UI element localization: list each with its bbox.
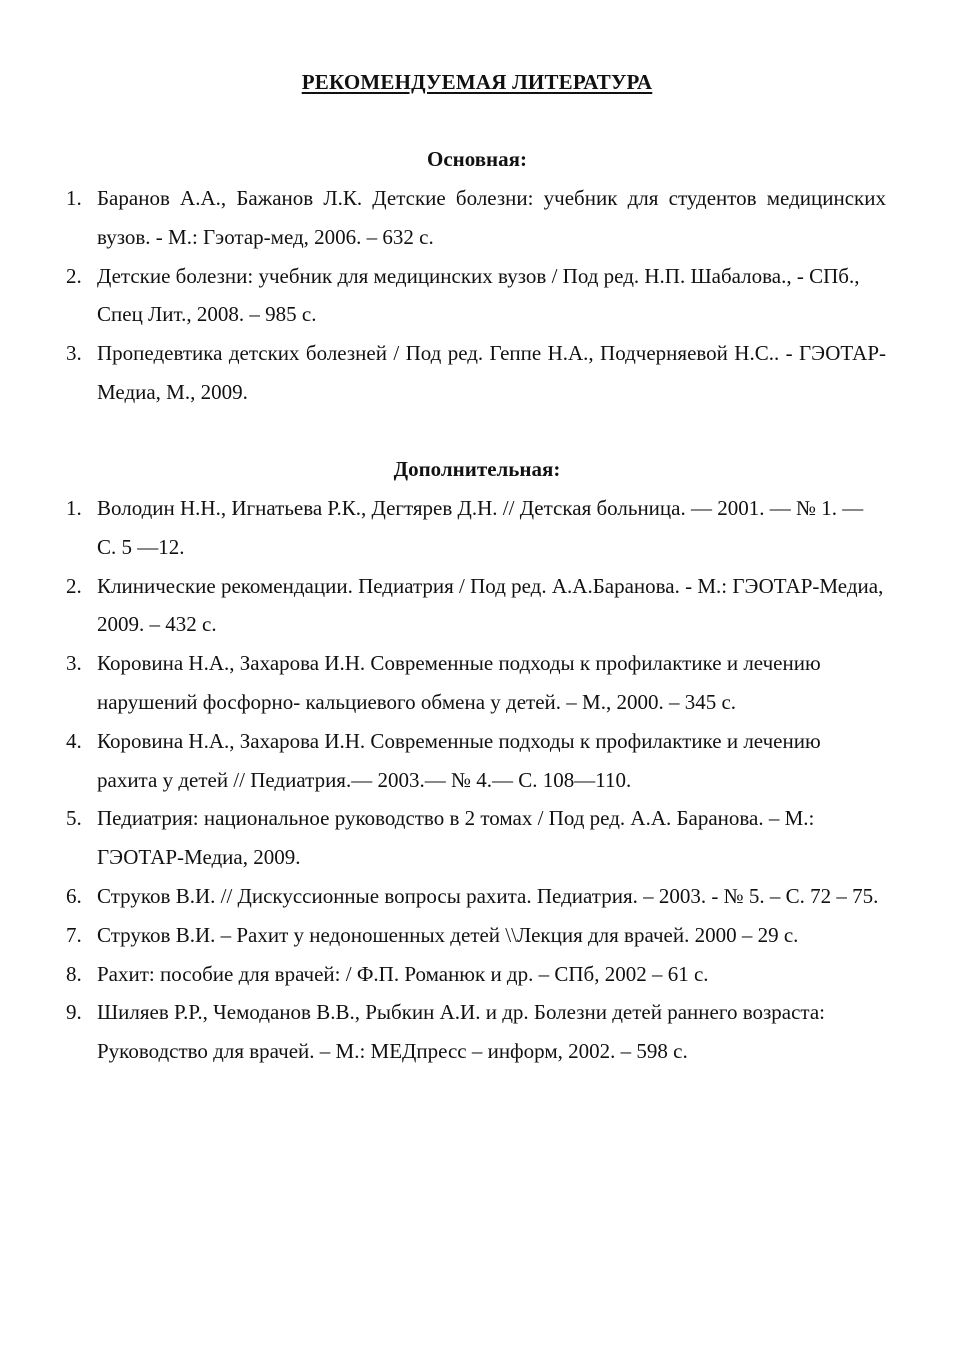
page-title: РЕКОМЕНДУЕМАЯ ЛИТЕРАТУРА bbox=[301, 70, 653, 94]
list-item bbox=[0, 257, 886, 335]
item-number: 8. bbox=[66, 961, 82, 986]
item-number: 7. bbox=[66, 922, 82, 947]
item-number: 1. bbox=[66, 186, 82, 210]
reference-list-additional bbox=[0, 489, 886, 1071]
item-text: Шиляев Р.Р., Чемоданов В.В., Рыбкин А.И. и др. Болезни детей раннего возраста: Руководство для врачей. – М.: МЕДпресс – информ, 2002. – 598 с. bbox=[97, 1000, 825, 1064]
item-number: 3. bbox=[66, 651, 82, 676]
list-item bbox=[0, 567, 886, 645]
item-text: Коровина Н.А., Захарова И.Н. Современные подходы к профилактике и лечению нарушений фосфорно- кальциевого обмена у детей. – М., 2000. – 345 с. bbox=[97, 651, 821, 714]
list-item bbox=[0, 993, 886, 1071]
item-number: 1. bbox=[66, 496, 82, 520]
item-number: 9. bbox=[66, 1000, 82, 1025]
item-text: Струков В.И. // Дискуссионные вопросы рахита. Педиатрия. – 2003. - № 5. – С. 72 – 75. bbox=[97, 883, 879, 908]
list-item bbox=[0, 179, 886, 257]
item-text: Баранов А.А., Бажанов Л.К. Детские болезни: учебник для студентов медицинских вузов. - М.: Гэотар-мед, 2006. – 632 с. bbox=[97, 186, 886, 249]
list-item bbox=[0, 955, 886, 994]
list-item bbox=[0, 799, 886, 877]
item-text: Коровина Н.А., Захарова И.Н. Современные подходы к профилактике и лечению рахита у детей // Педиатрия.— 2003.— № 4.— С. 108—110. bbox=[97, 728, 821, 792]
item-text: Клинические рекомендации. Педиатрия / Под ред. А.А.Баранова. - М.: ГЭОТАР-Медиа, 2009. – 432 с. bbox=[97, 573, 884, 637]
list-item bbox=[0, 489, 886, 567]
item-text: Детские болезни: учебник для медицинских вузов / Под ред. Н.П. Шабалова., - СПб., Спец Лит., 2008. – 985 с. bbox=[97, 263, 860, 327]
list-item bbox=[0, 334, 886, 412]
item-text: Струков В.И. – Рахит у недоношенных детей \\Лекция для врачей. 2000 – 29 с. bbox=[97, 922, 799, 947]
item-number: 5. bbox=[66, 806, 82, 831]
item-text: Володин Н.Н., Игнатьева Р.К., Дегтярев Д.Н. // Детская больница. — 2001. — № 1. — С. 5 —12. bbox=[97, 496, 864, 559]
list-item bbox=[0, 877, 886, 916]
item-number: 2. bbox=[66, 263, 82, 288]
item-number: 6. bbox=[66, 883, 82, 908]
item-text: Пропедевтика детских болезней / Под ред. Геппе Н.А., Подчерняевой Н.С.. - ГЭОТАР-Медиа, М., 2009. bbox=[97, 341, 886, 404]
item-number: 3. bbox=[66, 341, 82, 366]
list-item bbox=[0, 644, 886, 722]
list-item bbox=[0, 916, 886, 955]
list-item bbox=[0, 722, 886, 800]
item-number: 2. bbox=[66, 573, 82, 598]
item-number: 4. bbox=[66, 728, 82, 753]
section-heading-main: Основная: bbox=[426, 147, 528, 171]
section-heading-additional: Дополнительная: bbox=[393, 457, 561, 481]
item-text: Рахит: пособие для врачей: / Ф.П. Романюк и др. – СПб, 2002 – 61 с. bbox=[97, 961, 709, 986]
reference-list-main bbox=[0, 179, 886, 412]
item-text: Педиатрия: национальное руководство в 2 томах / Под ред. А.А. Баранова. – М.: ГЭОТАР-Медиа, 2009. bbox=[97, 806, 815, 870]
